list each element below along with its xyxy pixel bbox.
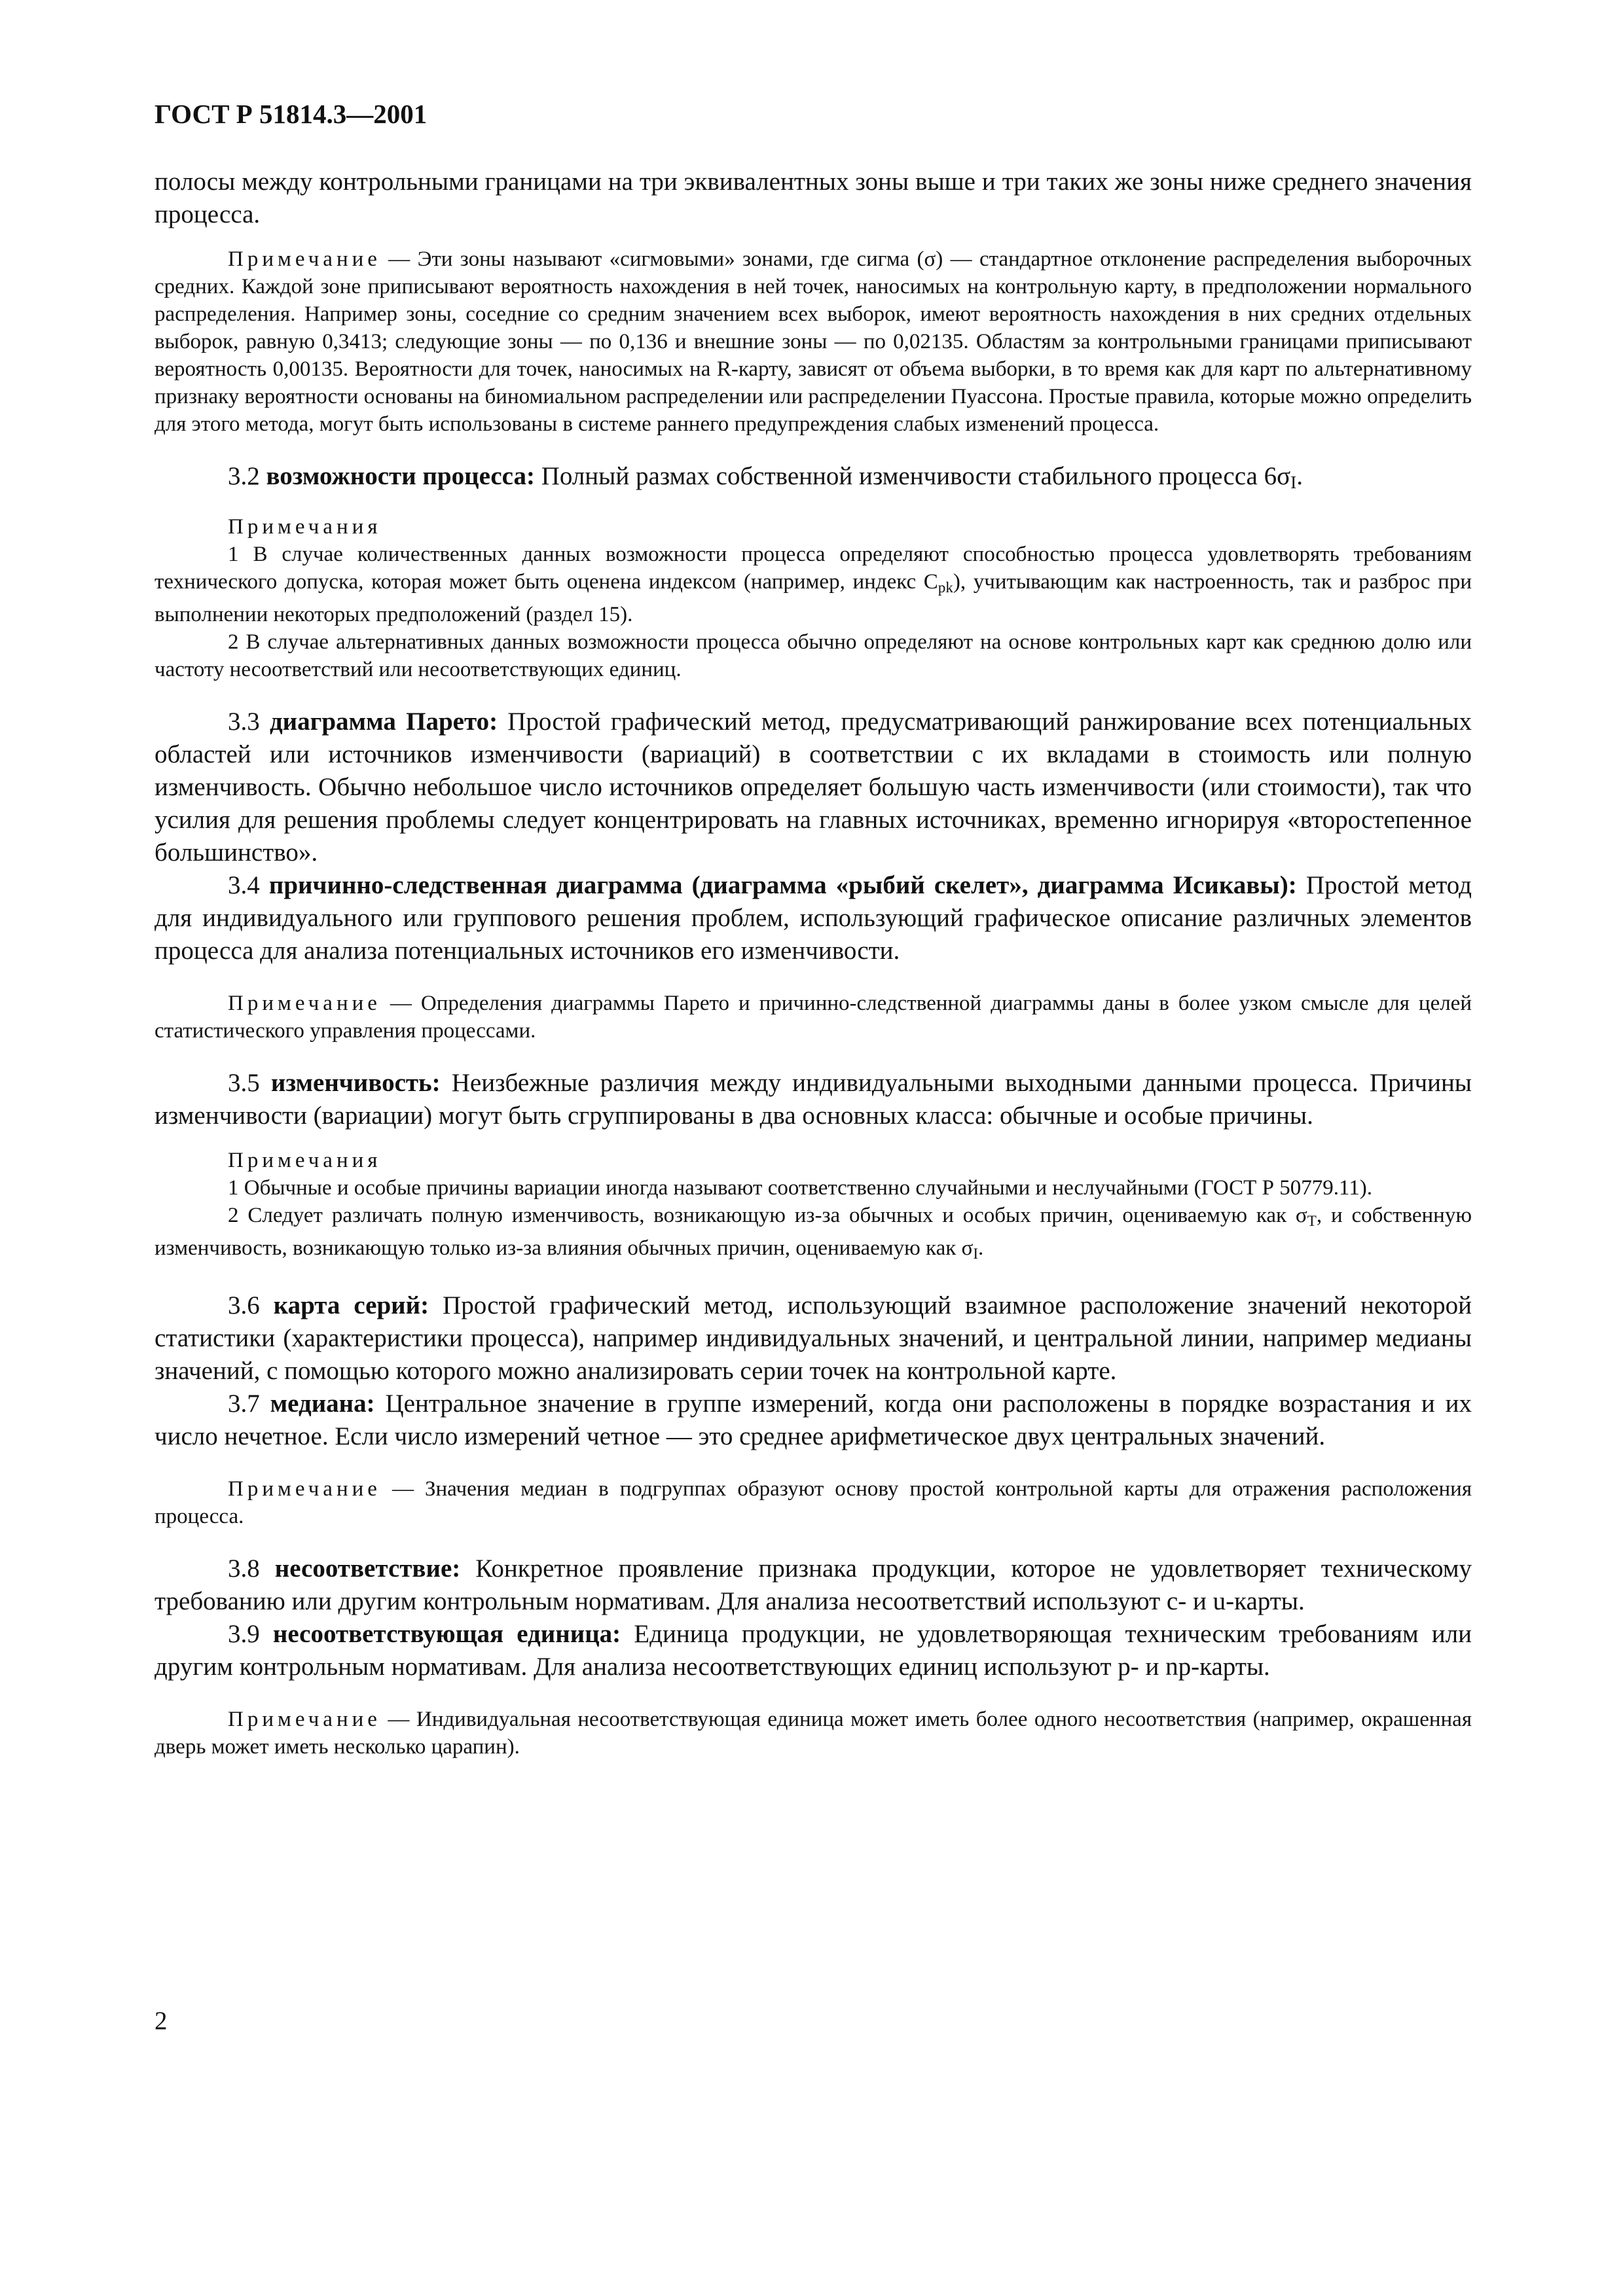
note-3-5-2 [155, 1202, 1472, 1267]
note-zones [155, 245, 1472, 438]
note-text: — Эти зоны называют «сигмовыми» зонами, где сигма (σ) — стандартное отклонение распределения выборочных средних. Каждой зоне приписывают вероятность нахождения в ней точек, наносимых на контрольную карту, в предположении нормального распределения. Например зоны, соседние со средним значением всех выборок, имеют вероятность нахождения в них средних отдельных выборок, равную 0,3413; следующие зоны — по 0,136 и внешние зоны — по 0,02135. Областям за контрольными границами приписывают вероятность 0,00135. Вероятности для точек, наносимых на R-карту, зависят от объема выборки, в то время как для карт по альтернативному признаку вероятности основаны на биномиальном распределении или распределении Пуассона. Простые правила, которые можно определить для этого метода, могут быть использованы в системе раннего предупреждения слабых изменений процесса. [155, 247, 1472, 436]
section-number: 3.8 [228, 1554, 275, 1583]
note-text: — Индивидуальная несоответствующая единица может иметь более одного несоответствия (например, окрашенная дверь может иметь несколько царапин). [155, 1708, 1472, 1759]
section-number: 3.3 [228, 708, 270, 736]
definition-text: Полный размах собственной изменчивости стабильного процесса 6σ [534, 462, 1291, 490]
note-label: Примечание [228, 1477, 381, 1501]
section-3-6 [155, 1289, 1472, 1388]
term: карта серий: [273, 1291, 429, 1319]
document-header: ГОСТ Р 51814.3—2001 [155, 99, 428, 129]
notes-heading: Примечания [228, 1149, 382, 1172]
note-diagrams [155, 990, 1472, 1045]
term: диаграмма Парето: [269, 708, 498, 736]
term: несоответствие: [274, 1554, 461, 1583]
term: медиана: [270, 1390, 375, 1418]
section-3-8 [155, 1552, 1472, 1618]
page [155, 98, 1472, 1761]
definition-text: Конкретное проявление признака продукции, которое не удовлетворяет техническому требованию или другим контрольным нормативам. Для анализа несоответствий используют c- и u-карты. [155, 1554, 1472, 1615]
note-text: , и собственную изменчивость, возникающую только из-за влияния обычных причин, оцениваемую как σ [155, 1204, 1472, 1260]
note-text: — Значения медиан в подгруппах образуют основу простой контрольной карты для отражения расположения процесса. [155, 1477, 1472, 1528]
section-number: 3.2 [228, 462, 266, 490]
subscript: I [973, 1245, 979, 1262]
notes-heading: Примечания [228, 515, 382, 539]
definition-text: Неизбежные различия между индивидуальными выходными данными процесса. Причины изменчивости (вариации) могут быть сгруппированы в два основных класса: обычные и особые причины. [155, 1069, 1472, 1130]
note-text: 1 В случае количественных данных возможности процесса определяют способностью процесса удовлетворять требованиям технического допуска, которая может быть оценена индексом (например, индекс C [155, 543, 1472, 594]
note-3-2-1 [155, 541, 1472, 628]
subscript: T [1307, 1212, 1317, 1229]
term: изменчивость: [270, 1069, 441, 1097]
note-text: . [978, 1236, 984, 1260]
term: возможности процесса: [266, 462, 535, 490]
note-3-2-2: 2 В случае альтернативных данных возможности процесса обычно определяют на основе контрольных карт как среднюю долю или частоту несоответствий или несоответствующих единиц. [155, 630, 1472, 681]
note-median [155, 1475, 1472, 1530]
subscript: I [1290, 473, 1297, 492]
note-text: 2 Следует различать полную изменчивость, возникающую из-за обычных и особых причин, оцениваемую как σ [228, 1204, 1307, 1227]
intro-paragraph: полосы между контрольными границами на три эквивалентных зоны выше и три таких же зоны ниже среднего значения процесса. [155, 168, 1472, 228]
section-3-7 [155, 1388, 1472, 1453]
definition-text: Простой графический метод, предусматривающий ранжирование всех потенциальных областей или источников изменчивости (вариаций) в соответствии с их вкладами в стоимость или полную изменчивость. Обычно небольшое число источников определяет большую часть изменчивости (или стоимости), так что усилия для решения проблемы следует концентрировать на главных источниках, временно игнорируя «второстепенное большинство». [155, 708, 1472, 867]
section-3-3 [155, 706, 1472, 869]
note-nonconforming [155, 1706, 1472, 1761]
term: причинно-следственная диаграмма (диаграмма «рыбий скелет», диаграмма Исикавы): [268, 871, 1297, 899]
section-3-4 [155, 869, 1472, 967]
page-number: 2 [155, 2007, 168, 2035]
section-3-5 [155, 1067, 1472, 1132]
section-number: 3.9 [228, 1620, 273, 1648]
note-text: — Определения диаграммы Парето и причинно-следственной диаграммы даны в более узком смысле для целей статистического управления процессами. [155, 992, 1472, 1043]
term: несоответствующая единица: [272, 1620, 621, 1648]
definition-text: Единица продукции, не удовлетворяющая техническим требованиям или другим контрольным нормативам. Для анализа несоответствующих единиц используют p- и np-карты. [155, 1620, 1472, 1681]
section-3-9 [155, 1618, 1472, 1683]
note-text: ), учитывающим как настроенность, так и разброс при выполнении некоторых предположений (раздел 15). [155, 570, 1472, 626]
definition-text: Простой графический метод, использующий взаимное расположение значений некоторой статистики (характеристики процесса), например индивидуальных значений, и центральной линии, например медианы значений, с помощью которого можно анализировать серии точек на контрольной карте. [155, 1291, 1472, 1385]
section-number: 3.5 [228, 1069, 271, 1097]
definition-text: Простой метод для индивидуального или группового решения проблем, использующий графическое описание различных элементов процесса для анализа потенциальных источников его изменчивости. [155, 871, 1472, 965]
note-3-5-1: 1 Обычные и особые причины вариации иногда называют соответственно случайными и неслучайными (ГОСТ Р 50779.11). [228, 1176, 1372, 1200]
note-label: Примечание [228, 1708, 381, 1731]
section-3-2: 3.2 возможности процесса: Полный размах собственной изменчивости стабильного процесса $6\sigma_I$. [228, 462, 1303, 492]
section-number: 3.6 [228, 1291, 274, 1319]
note-label: Примечание [228, 247, 381, 271]
section-number: 3.4 [228, 871, 269, 899]
section-number: 3.7 [228, 1390, 270, 1418]
subscript: pk [938, 579, 953, 596]
note-label: Примечание [228, 992, 381, 1015]
definition-text: Центральное значение в группе измерений, когда они расположены в порядке возрастания и их число нечетное. Если число измерений четное — это среднее арифметическое двух центральных значений. [155, 1390, 1472, 1450]
